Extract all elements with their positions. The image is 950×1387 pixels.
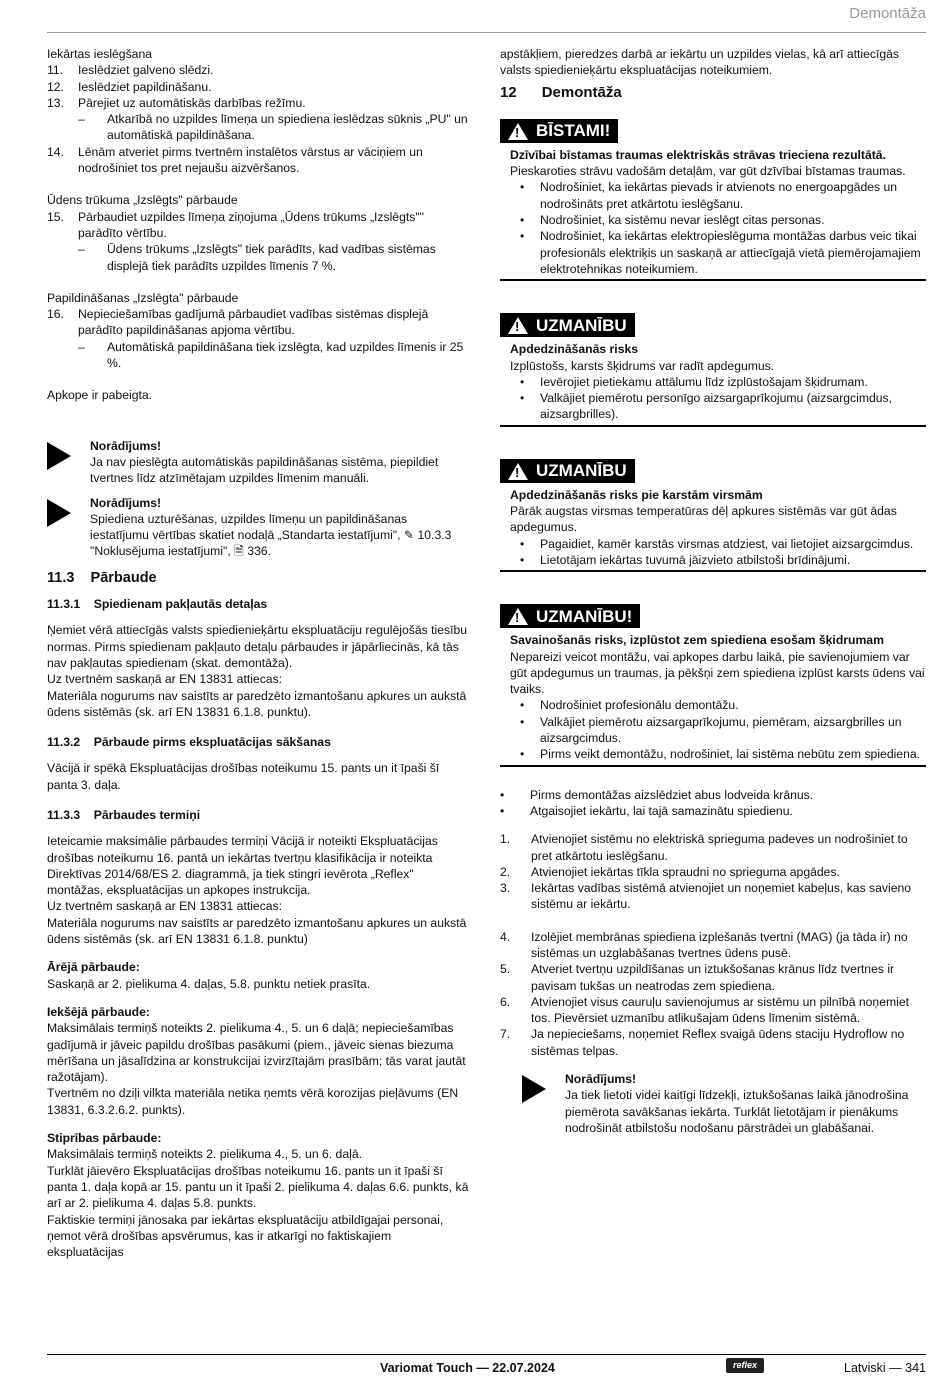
paragraph: Ņemiet vērā attiecīgās valsts spiedienieķārtu ekspluatāciju regulējošās tiesību normas. Pirms spiedienam pakļauto detaļu pārbaudes ir jāpārliecinās, kā tās nav pakļautas spiedienam (skat. demontāža). — [47, 623, 468, 670]
paragraph: Maksimālais termiņš noteikts 2. pielikuma 4., 5. un 6. daļā. — [47, 1147, 362, 1162]
note-text: Spiediena uzturēšanas, uzpildes līmeņu un papildināšanas iestatījumu vērtības skatiet nodaļā „Standarta iestatījumi", ✎ 10.3.3 "Noklusējuma iestatījumi", 🗎 336. — [90, 511, 452, 559]
warning-icon: ! — [508, 317, 528, 334]
warning-title: Dzīvībai bīstamas traumas elektriskās strāvas trieciena rezultātā. — [510, 147, 886, 162]
list-item: 13. Pārejiet uz automātiskās darbības režīmu. — [47, 95, 306, 110]
paragraph: Uz tvertnēm saskaņā ar EN 13831 attiecas: — [47, 672, 283, 687]
paragraph: Turklāt jāievēro Ekspluatācijas drošības noteikumu 16. pants un it īpaši šī panta 1. daļa kopā ar 15. pantu un it īpaši 2. pielikuma 4. daļas 6.6. punkts, kā arī ar 2. pielikuma 4. daļas 5.8. punkts. — [47, 1163, 469, 1211]
caution-badge: ! UZMANĪBU! — [500, 604, 640, 628]
list-item: • Ievērojiet pietiekamu attālumu līdz izplūstošajam šķidrumam. — [520, 374, 868, 389]
subsection-heading: 11.3.3 Pārbaudes termiņi — [47, 807, 201, 822]
list-item: • Valkājiet piemērotu personīgo aizsargaprīkojumu (aizsargcimdus, aizsargbrilles). — [520, 391, 893, 422]
list-item: • Nodrošiniet, ka iekārtas pievads ir atvienots no energoapgādes un nodrošināts pret atkārtotu ieslēgšanu. — [520, 180, 898, 211]
footer-page: Latviski — 341 — [844, 1361, 926, 1375]
warning-text: Pārāk augstas virsmas temperatūras dēļ apkures sistēmās var gūt ādas apdegumus. — [510, 504, 897, 535]
list-item: 16. Nepieciešamības gadījumā pārbaudiet vadības sistēmas displejā parādīto papildināšanas apjoma vērtību. — [47, 307, 429, 338]
result-item: – Atkarībā no uzpildes līmeņa un spiediena ieslēdzas sūknis „PU" un automātiskā papildināšana. — [78, 112, 468, 143]
section-heading: 12 Demontāža — [500, 83, 622, 101]
list-item: • Pirms demontāžas aizslēdziet abus lodveida krānus. — [500, 787, 814, 802]
paragraph: Maksimālais termiņš noteikts 2. pielikuma 4., 5. un 6 daļā; nepieciešamības gadījumā ir jāveic papildu drošības pasākumi (piem., jāveic sienas biezuma mērīšana un jāsalīdzina ar konstrukcijai izvirzītajām prasībām; tās varat jautāt ražotājam). — [47, 1021, 466, 1085]
list-item: 6. Atvienojiet visus cauruļu savienojumus ar sistēmu un pilnībā noņemiet tos. Pievērsiet uzmanību atlikušajam ūdens līmenim sistēmā. — [500, 994, 910, 1026]
list-item: 12. Ieslēdziet papildināšanu. — [47, 79, 212, 94]
paragraph: Materiāla nogurums nav saistīts ar paredzēto izmantošanu apkures un aukstā ūdens sistēmās (sk. arī EN 13831 6.1.8. punktu). — [47, 688, 467, 719]
caution-box — [500, 313, 926, 426]
list-item: • Pirms veikt demontāžu, nodrošiniet, lai sistēma nebūtu zem spiediena. — [520, 747, 921, 762]
note-title: Norādījums! — [90, 438, 162, 453]
warning-icon: ! — [508, 608, 528, 625]
section-title: Papildināšanas „Izslēgta" pārbaude — [47, 290, 239, 305]
subheading: Iekšējā pārbaude: — [47, 1004, 150, 1019]
warning-text: Izplūstošs, karsts šķidrums var radīt apdegumus. — [510, 358, 775, 373]
list-item: 11. Ieslēdziet galveno slēdzi. — [47, 63, 214, 78]
subsection-heading: 11.3.1 Spiedienam pakļautās detaļas — [47, 597, 268, 612]
section-title: Ūdens trūkuma „Izslēgts" pārbaude — [47, 193, 238, 208]
paragraph: apstākļiem, pieredzes darbā ar iekārtu un uzpildes vielas, kā arī attiecīgās valsts spiedienieķārtu ekspluatācijas noteikumiem. — [500, 47, 900, 78]
left-column — [47, 46, 469, 1260]
warning-text: Pieskaroties strāvu vadošām detaļām, var gūt dzīvībai bīstamas traumas. — [510, 164, 906, 179]
warning-text: Nepareizi veicot montāžu, vai apkopes darbu laikā, pie savienojumiem var gūt apdegumus un traumas, ja pēkšņi zem spiediena izplūst karsts ūdens vai tvaiks. — [510, 649, 925, 697]
subheading: Stiprības pārbaude: — [47, 1131, 162, 1146]
paragraph: Vācijā ir spēkā Ekspluatācijas drošības noteikumu 15. pants un it īpaši šī panta 3. daļa. — [47, 761, 440, 792]
reflex-logo: reflex — [726, 1358, 764, 1373]
paragraph: Faktiskie termiņi jānosaka par iekārtas ekspluatāciju atbildīgajai personai, ņemot vērā drošības apsvērumus, kas ir atkarīgi no faktiskajiem ekspluatācijas — [47, 1212, 444, 1260]
paragraph: Saskaņā ar 2. pielikuma 4. daļas, 5.8. punktu netiek prasīta. — [47, 976, 371, 991]
list-item: • Atgaisojiet iekārtu, lai tajā samazinātu spiedienu. — [500, 803, 793, 818]
section-heading: 11.3 Pārbaude — [47, 569, 157, 586]
note-text: Ja tiek lietoti videi kaitīgi līdzekļi, iztukšošanas laikā jānodrošina piemērota savākšanas iekārta. Turklāt lietotājam ir pienākums nodrošināt atbilstošu nodošanu pārstrādei un glabāšanai. — [565, 1088, 909, 1135]
completion-text: Apkope ir pabeigta. — [47, 388, 153, 403]
paragraph: Uz tvertnēm saskaņā ar EN 13831 attiecas: — [47, 899, 283, 914]
list-item: 1. Atvienojiet sistēmu no elektriskā sprieguma padeves un nodrošiniet to pret atkārtotu ieslēgšanu. — [500, 832, 908, 863]
right-column — [500, 46, 926, 1144]
subsection-heading: 11.3.2 Pārbaude pirms ekspluatācijas sākšanas — [47, 735, 331, 750]
steps-list — [47, 62, 469, 111]
paragraph: Materiāla nogurums nav saistīts ar paredzēto izmantošanu apkures un aukstā ūdens sistēmās (sk. arī EN 13831 6.1.8. punktu) — [47, 915, 467, 947]
warning-icon: ! — [508, 463, 528, 480]
caution-box — [500, 459, 926, 572]
header-rule — [47, 32, 926, 33]
subheading: Ārējā pārbaude: — [47, 960, 140, 975]
note-title: Norādījums! — [90, 495, 162, 510]
result-item: – Ūdens trūkums „Izslēgts" tiek parādīts, kad vadības sistēmas displejā tiek parādīts uzpildes līmenis 7 %. — [78, 242, 436, 273]
list-item: • Nodrošiniet, ka iekārtas elektropieslēguma montāžas darbus veic tikai profesionāls elektriķis un saskaņā ar attiecīgajā vietā piemērojamajiem elektrotehnikas noteikumiem. — [520, 229, 921, 276]
footer-rule — [47, 1354, 926, 1355]
note-box — [47, 438, 469, 487]
caution-badge: ! UZMANĪBU — [500, 313, 635, 337]
header-title: Demontāža — [849, 5, 926, 22]
list-item: • Pagaidiet, kamēr karstās virsmas atdziest, vai lietojiet aizsargcimdus. — [520, 536, 914, 551]
danger-badge: ! BĪSTAMI! — [500, 119, 618, 143]
warning-title: Savainošanās risks, izplūstot zem spiediena esošam šķidrumam — [510, 633, 884, 648]
note-title: Norādījums! — [565, 1072, 637, 1087]
list-item: 5. Atveriet tvertņu uzpildīšanas un iztukšošanas krānus līdz tvertnes ir pavisam tukšas un neatrodas zem spiediena. — [500, 962, 895, 993]
footer-document: Variomat Touch — 22.07.2024 — [380, 1361, 555, 1375]
list-item: 15. Pārbaudiet uzpildes līmeņa ziņojuma „Ūdens trūkums „Izslēgts"" parādīto vērtību. — [47, 209, 424, 240]
note-text: Ja nav pieslēgta automātiskās papildināšanas sistēma, piepildiet tvertnes līdz atzīmētajam uzpildes līmenim manuāli. — [90, 454, 439, 486]
caution-badge: ! UZMANĪBU — [500, 459, 635, 483]
caution-box — [500, 604, 926, 766]
list-item: 2. Atvienojiet iekārtas tīkla spraudni no sprieguma apgādes. — [500, 864, 840, 879]
list-item: 3. Iekārtas vadības sistēmā atvienojiet un noņemiet kabeļus, kas savieno sistēmu ar iekārtu. — [500, 881, 912, 912]
section-title: Iekārtas ieslēgšana — [47, 47, 153, 61]
note-box — [522, 1071, 926, 1136]
list-item: • Valkājiet piemērotu aizsargaprīkojumu, piemēram, aizsargbrilles un aizsargcimdus. — [520, 714, 902, 746]
result-item: – Automātiskā papildināšana tiek izslēgta, kad uzpildes līmenis ir 25 %. — [78, 339, 464, 371]
list-item: 4. Izolējiet membrānas spiediena izplešanās tvertni (MAG) (ja tāda ir) no sistēmas un uzglabāšanas tvertnes ūdens pusē. — [500, 929, 908, 960]
danger-box — [500, 119, 926, 281]
paragraph: Tvertnēm no dziļi vilkta materiāla netika ņemts vērā korozijas pieļāvums (EN 13831, 6.3.2.6.2. punkts). — [47, 1086, 459, 1117]
warning-title: Apdedzināšanās risks — [510, 342, 639, 357]
list-item: • Nodrošiniet, ka sistēmu nevar ieslēgt citas personas. — [520, 213, 825, 228]
arrow-icon — [47, 499, 71, 527]
note-box — [47, 495, 469, 560]
list-item: 7. Ja nepieciešams, noņemiet Reflex svaigā ūdens staciju Hydroflow no sistēmas telpas. — [500, 1027, 905, 1058]
list-item: • Nodrošiniet profesionālu demontāžu. — [520, 698, 739, 713]
paragraph: Ieteicamie maksimālie pārbaudes termiņi Vācijā ir noteikti Ekspluatācijas drošības noteikumu 16. pantā un iekārtas tvertņu klasifikācija ir noteikta Direktīvas 2014/68/ES 2. diagrammā, ja tiek stingri ievērota „Reflex" montāžas, ekspluatācijas un apkopes instrukcija. — [47, 834, 438, 898]
warning-title: Apdedzināšanās risks pie karstām virsmām — [510, 487, 763, 502]
warning-icon: ! — [508, 123, 528, 140]
list-item: • Lietotājam iekārtas tuvumā jāizvieto atbilstoši brīdinājumi. — [520, 552, 851, 567]
arrow-icon — [522, 1075, 546, 1103]
list-item: 14. Lēnām atveriet pirms tvertnēm instalētos vārstus ar vāciņiem un nodrošiniet tos pret nejaušu aizvēršanos. — [47, 144, 423, 176]
arrow-icon — [47, 442, 71, 470]
